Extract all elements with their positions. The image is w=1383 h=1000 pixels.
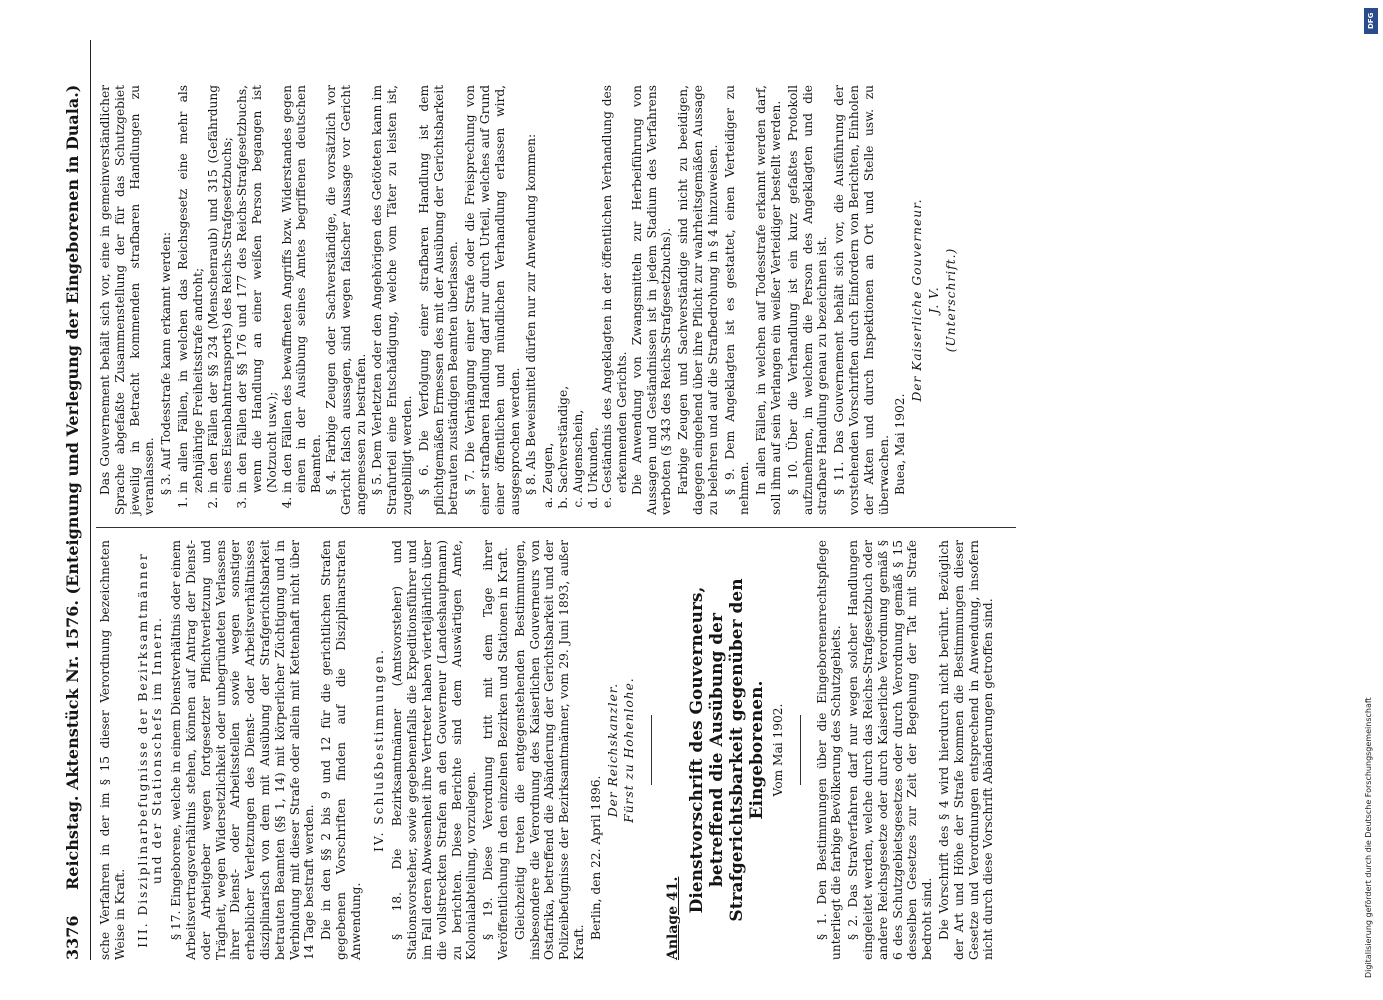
paragraph: § 8. Als Beweismittel dürfen nur zur Anwendung kommen: bbox=[524, 133, 539, 495]
paragraph: § 2. Das Strafverfahren darf nur wegen solcher Handlungen eingeleitet werden, welche durch das Reichs-Strafgesetzbuch oder andere Reichsgesetze oder durch Kaiserliche Verordnung gemäß § 6 des Schutzgebietsgesetzes oder durch Verordnung gemäß § 15 desselben Gesetzes zur Zeit der Begehung der Tat mit Strafe bedroht sind. bbox=[846, 540, 935, 960]
column-divider bbox=[96, 527, 1016, 528]
signer-note: (Unterschrift.) bbox=[943, 247, 958, 353]
paragraph: § 19. Diese Verordnung tritt mit dem Tage ihrer Veröffentlichung in den einzelnen Bezirken und Stationen in Kraft. bbox=[481, 540, 510, 960]
list-item: d. Urkunden, bbox=[586, 85, 601, 493]
digitization-credit bbox=[1364, 8, 1378, 992]
document-page bbox=[40, 40, 1370, 960]
paragraph: § 18. Die Bezirksamtmänner (Amtsvorsteher) und Stationsvorsteher, sowie gegebenenfalls die Expeditionsführer und im Fall deren Abwesenheit ihre Vertreter haben vierteljährlich über die vollstreckten Strafen an den Gouverneur (Landeshauptmann) zu berichten. Diese Berichte sind dem Auswärtigen Amte, Kolonialabteilung, vorzulegen. bbox=[390, 540, 479, 960]
signer-title: Der Kaiserliche Gouverneur. bbox=[910, 198, 925, 402]
divider bbox=[651, 715, 652, 785]
section-heading: III. Disziplinarbefugnisse der Bezirksamtmänner und der Stationschefs im Innern. bbox=[135, 552, 165, 948]
paragraph: § 11. Das Gouvernement behält sich vor, die Ausführung der vorstehenden Vorschriften durch Einfordern von Berichten, Einholen der Akten und durch Inspektionen an Ort und Stelle usw. zu überwachen. bbox=[832, 85, 891, 515]
paragraph: sche Verfahren in der im § 15 dieser Verordnung bezeichneten Weise in Kraft. bbox=[98, 540, 127, 960]
paragraph: Das Gouvernement behält sich vor, eine in gemeinverständlicher Sprache abgefaßte Zusammenstellung der für das Schutzgebiet jeweilig in Betracht kommenden strafbaren Handlungen zu veranlassen. bbox=[98, 85, 157, 515]
signer-title: Der Reichskanzler. bbox=[605, 682, 620, 818]
list-item: 1. in allen Fällen, in welchen das Reichsgesetz eine mehr als zehnjährige Freiheitsstrafe androht; bbox=[176, 85, 206, 493]
list-item: c. Augenschein, bbox=[571, 85, 586, 493]
list-item: 4. in den Fällen des bewaffneten Angriffs bzw. Widerstandes gegen einen in der Ausübung seines Amtes begriffenen deutschen Beamten. bbox=[280, 85, 324, 493]
page-number: 3376 bbox=[63, 915, 82, 960]
evidence-list bbox=[541, 85, 630, 515]
paragraph: § 3. Auf Todesstrafe kann erkannt werden: bbox=[159, 232, 174, 495]
list-item: 2. in den Fällen der §§ 234 (Menschenraub) und 315 (Gefährdung eines Eisenbahntransports) des Reichs-Strafgesetzbuchs; bbox=[206, 85, 236, 493]
paragraph: In allen Fällen, in welchen auf Todesstrafe erkannt werden darf, soll ihm auf sein Verlangen ein weißer Verteidiger bestellt werden. bbox=[754, 85, 784, 515]
paragraph: § 10. Über die Verhandlung ist ein kurz gefaßtes Protokoll aufzunehmen, in welchem die Person des Angeklagten und die strafbare Handlung genau zu bezeichnen ist. bbox=[785, 85, 830, 515]
paragraph: § 6. Die Verfolgung einer strafbaren Handlung ist dem pflichtgemäßen Ermessen des mit der Ausübung der Gerichtsbarkeit betrauten zuständigen Beamten überlassen. bbox=[416, 85, 461, 515]
paragraph: § 4. Farbige Zeugen oder Sachverständige, die vorsätzlich vor Gericht falsch aussagen, sind wegen falscher Aussage vor Gericht angemessen zu bestrafen. bbox=[323, 85, 368, 515]
divider bbox=[800, 715, 801, 785]
paragraph: § 1. Den Bestimmungen über die Eingeborenenrechtspflege unterliegt die farbige Bevölkerung des Schutzgebiets. bbox=[814, 540, 844, 960]
paragraph: Gleichzeitig treten die entgegenstehenden Bestimmungen, insbesondere die Verordnung des Kaiserlichen Gouverneurs von Ostafrika, betreffend die Abänderung der Gerichtsbarkeit und der Polizeibefugnisse der Bezirksamtmänner, vom 29. Juni 1893, außer Kraft. bbox=[512, 540, 586, 960]
appendix-label: Anlage 41. bbox=[665, 876, 682, 960]
place-date: Berlin, den 22. April 1896. bbox=[588, 775, 603, 940]
signer-initials: J. V. bbox=[927, 286, 942, 314]
death-penalty-list bbox=[176, 85, 324, 515]
list-item: e. Geständnis des Angeklagten in der öffentlichen Verhandlung des erkennenden Gerichts. bbox=[600, 85, 630, 493]
list-item: a. Zeugen, bbox=[541, 85, 556, 493]
list-item: 3. in den Fällen der §§ 176 und 177 des Reichs-Strafgesetzbuchs, wenn die Handlung an einer weißen Person begangen ist (Notzucht usw.); bbox=[235, 85, 279, 493]
paragraph: Farbige Zeugen und Sachverständige sind nicht zu beeidigen, dagegen eingehend über ihre Pflicht zur wahrheitsgemäßen Aussage zu belehren und auf die Strafbedrohung in § 4 hinzuweisen. bbox=[676, 85, 720, 515]
paragraph: § 5. Dem Verletzten oder den Angehörigen des Getöteten kann im Strafurteil eine Entschädigung, welche vom Täter zu leisten ist, zugebilligt werden. bbox=[370, 85, 414, 515]
paragraph: § 9. Dem Angeklagten ist es gestattet, einen Verteidiger zu nehmen. bbox=[722, 85, 752, 515]
right-column bbox=[98, 85, 1278, 515]
paragraph: Die Vorschrift des § 4 wird hierdurch nicht berührt. Bezüglich der Art und Höhe der Strafe kommen die Bestimmungen dieser Gesetze und Verordnungen entsprechend in Anwendung, insofern nicht durch diese Vorschrift Abänderungen getroffen sind. bbox=[937, 540, 996, 960]
header-rule bbox=[90, 40, 91, 960]
place-date: Buea, Mai 1902. bbox=[893, 393, 908, 495]
page-header bbox=[60, 40, 90, 960]
document-title: Dienstvorschrift des Gouverneurs, betreffend die Ausübung der Strafgerichtsbarkeit gegenüber den Eingeborenen. bbox=[686, 578, 767, 922]
paragraph: Die Anwendung von Zwangsmitteln zur Herbeiführung von Aussagen und Geständnissen ist in jedem Stadium des Verfahrens verboten (§ 343 des Reichs-Strafgesetzbuchs). bbox=[629, 85, 674, 515]
paragraph: § 7. Die Verhängung einer Strafe oder die Freisprechung von einer strafbaren Handlung darf nur durch Urteil, welches auf Grund einer öffentlichen und mündlichen Verhandlung erlassen wird, ausgesprochen werden. bbox=[463, 85, 522, 515]
signer-name: Fürst zu Hohenlohe. bbox=[622, 677, 637, 823]
section-heading: IV. Schlußbestimmungen. bbox=[371, 648, 386, 852]
dfg-logo-icon: DFG bbox=[1364, 8, 1378, 34]
credit-text: Digitalisierung gefördert durch die Deutsche Forschungsgemeinschaft bbox=[1364, 697, 1373, 978]
paragraph: Die in den §§ 2 bis 9 und 12 für die gerichtlichen Strafen gegebenen Vorschriften finden auf die Disziplinarstrafen Anwendung. bbox=[319, 540, 363, 960]
list-item: b. Sachverständige, bbox=[556, 85, 571, 493]
paragraph: § 17. Eingeborene, welche in einem Dienstverhältnis oder einem Arbeitsvertragsverhältnis stehen, können auf Antrag der Dienst- oder Arbeitgeber wegen fortgesetzter Pflichtverletzung und Trägheit, wegen Widersetzlichkeit oder unbegründeten Verlassens ihrer Dienst- oder Arbeitsstellen sowie wegen sonstiger erheblicher Verletzungen des Dienst- oder Arbeitsverhältnisses disziplinarisch von dem mit Ausübung der Strafgerichtsbarkeit betrauten Beamten (§§ 1, 14) mit körperlicher Züchtigung und in Verbindung mit dieser Strafe oder allein mit Kettenhaft nicht über 14 Tage bestraft werden. bbox=[169, 540, 317, 960]
running-title: Reichstag. Aktenstück Nr. 1576. (Enteignung und Verlegung der Eingeborenen in Duala.) bbox=[63, 84, 82, 890]
document-date: Vom Mai 1902. bbox=[770, 703, 785, 797]
left-column bbox=[98, 540, 1278, 960]
